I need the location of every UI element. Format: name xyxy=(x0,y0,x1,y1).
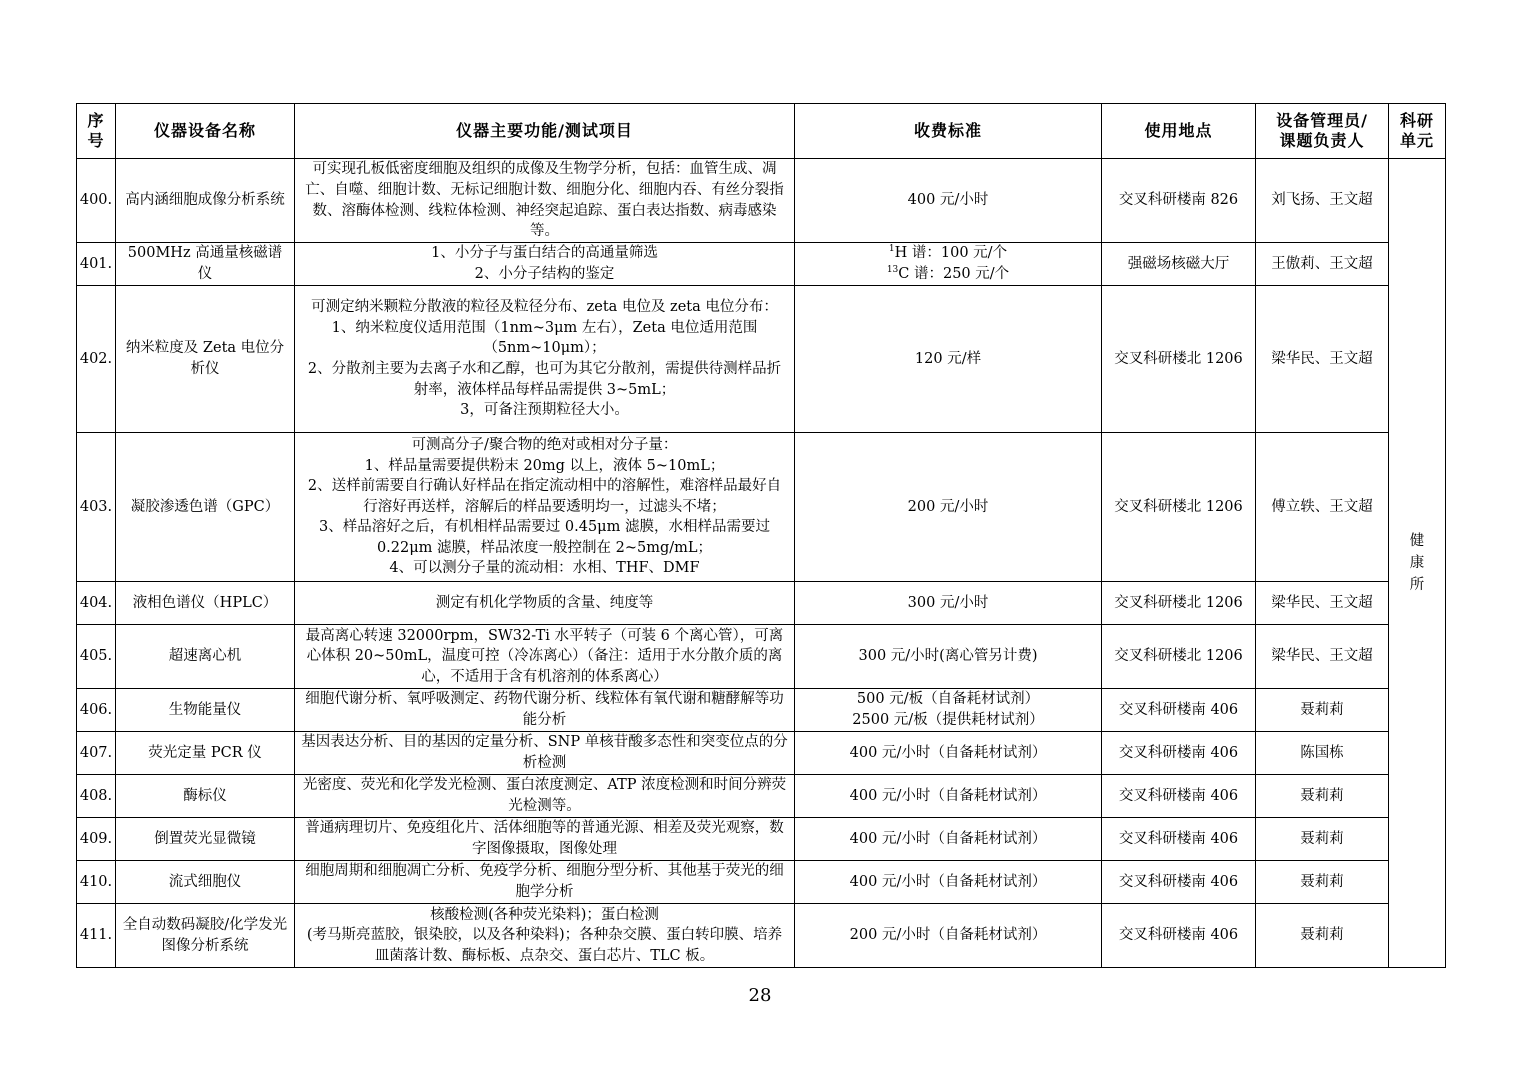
table-row xyxy=(77,582,1446,625)
manager-cell: 傅立轶、王文超 xyxy=(1256,433,1389,582)
function-cell: 最高离心转速 32000rpm，SW32-Ti 水平转子（可装 6 个离心管），可离心体积 20~50mL，温度可控（冷冻离心）（备注：适用于水分散介质的离心，不适用于含有机溶剂的体系离心） xyxy=(295,625,795,689)
header-fee: 收费标准 xyxy=(795,104,1102,159)
function-cell: 可测定纳米颗粒分散液的粒径及粒径分布、zeta 电位及 zeta 电位分布： 1、纳米粒度仪适用范围（1nm~3μm 左右），Zeta 电位适用范围（5nm~10μm）； 2、分散剂主要为去离子水和乙醇，也可为其它分散剂，需提供待测样品折射率，液体样品每样品需提供 3~5mL； 3，可备注预期粒径大小。 xyxy=(295,286,795,433)
manager-cell: 王傲莉、王文超 xyxy=(1256,243,1389,286)
seq-cell: 409. xyxy=(77,818,116,861)
location-cell: 交叉科研楼北 1206 xyxy=(1102,433,1256,582)
header-function: 仪器主要功能/测试项目 xyxy=(295,104,795,159)
seq-cell: 403. xyxy=(77,433,116,582)
manager-cell: 梁华民、王文超 xyxy=(1256,625,1389,689)
location-cell: 交叉科研楼南 406 xyxy=(1102,775,1256,818)
fee-cell: 200 元/小时 xyxy=(795,433,1102,582)
manager-cell: 聂莉莉 xyxy=(1256,775,1389,818)
page-number: 28 xyxy=(748,985,772,1006)
table-row xyxy=(77,689,1446,732)
table-row xyxy=(77,625,1446,689)
seq-cell: 405. xyxy=(77,625,116,689)
manager-cell: 聂莉莉 xyxy=(1256,904,1389,968)
location-cell: 交叉科研楼南 826 xyxy=(1102,159,1256,243)
table-row xyxy=(77,159,1446,243)
location-cell: 交叉科研楼南 406 xyxy=(1102,861,1256,904)
fee-cell: 120 元/样 xyxy=(795,286,1102,433)
function-cell: 核酸检测(各种荧光染料)；蛋白检测 (考马斯亮蓝胶，银染胶，以及各种染料)；各种杂交膜、蛋白转印膜、培养皿菌落计数、酶标板、点杂交、蛋白芯片、TLC 板。 xyxy=(295,904,795,968)
function-cell: 1、小分子与蛋白结合的高通量筛选 2、小分子结构的鉴定 xyxy=(295,243,795,286)
seq-cell: 402. xyxy=(77,286,116,433)
fee-cell: 400 元/小时（自备耗材试剂） xyxy=(795,818,1102,861)
seq-cell: 408. xyxy=(77,775,116,818)
location-cell: 交叉科研楼北 1206 xyxy=(1102,582,1256,625)
name-cell: 凝胶渗透色谱（GPC） xyxy=(116,433,295,582)
isotope-superscript: 13 xyxy=(886,265,899,276)
name-cell: 高内涵细胞成像分析系统 xyxy=(116,159,295,243)
seq-cell: 401. xyxy=(77,243,116,286)
fee-cell: 400 元/小时（自备耗材试剂） xyxy=(795,861,1102,904)
manager-cell: 刘飞扬、王文超 xyxy=(1256,159,1389,243)
name-cell: 生物能量仪 xyxy=(116,689,295,732)
fee-cell: 200 元/小时（自备耗材试剂） xyxy=(795,904,1102,968)
location-cell: 强磁场核磁大厅 xyxy=(1102,243,1256,286)
fee-cell: 300 元/小时 xyxy=(795,582,1102,625)
name-cell: 倒置荧光显微镜 xyxy=(116,818,295,861)
name-cell: 500MHz 高通量核磁谱仪 xyxy=(116,243,295,286)
location-cell: 交叉科研楼南 406 xyxy=(1102,904,1256,968)
location-cell: 交叉科研楼北 1206 xyxy=(1102,625,1256,689)
location-cell: 交叉科研楼南 406 xyxy=(1102,732,1256,775)
research-unit-cell: 健 康 所 xyxy=(1389,159,1446,968)
table-row xyxy=(77,775,1446,818)
table-row xyxy=(77,904,1446,968)
manager-cell: 梁华民、王文超 xyxy=(1256,286,1389,433)
isotope-superscript: 1 xyxy=(888,244,895,255)
table-row xyxy=(77,818,1446,861)
table-row xyxy=(77,732,1446,775)
function-cell: 可测高分子/聚合物的绝对或相对分子量： 1、样品量需要提供粉末 20mg 以上，液体 5~10mL； 2、送样前需要自行确认好样品在指定流动相中的溶解性，难溶样品最好自行溶好再送样，溶解后的样品要透明均一，过滤头不堵； 3、样品溶好之后，有机相样品需要过 0.45μm 滤膜，水相样品需要过 0.22μm 滤膜，样品浓度一般控制在 2~5mg/mL； 4、可以测分子量的流动相：水相、THF、DMF xyxy=(295,433,795,582)
location-cell: 交叉科研楼北 1206 xyxy=(1102,286,1256,433)
seq-cell: 404. xyxy=(77,582,116,625)
header-seq: 序 号 xyxy=(77,104,116,159)
fee-text: C 谱：250 元/个 xyxy=(898,266,1010,282)
function-cell: 细胞周期和细胞凋亡分析、免疫学分析、细胞分型分析、其他基于荧光的细胞学分析 xyxy=(295,861,795,904)
manager-cell: 聂莉莉 xyxy=(1256,861,1389,904)
function-cell: 可实现孔板低密度细胞及组织的成像及生物学分析，包括：血管生成、凋亡、自噬、细胞计数、无标记细胞计数、细胞分化、细胞内吞、有丝分裂指数、溶酶体检测、线粒体检测、神经突起追踪、蛋白表达指数、病毒感染等。 xyxy=(295,159,795,243)
seq-cell: 400. xyxy=(77,159,116,243)
manager-cell: 聂莉莉 xyxy=(1256,818,1389,861)
table-row xyxy=(77,861,1446,904)
manager-cell: 梁华民、王文超 xyxy=(1256,582,1389,625)
location-cell: 交叉科研楼南 406 xyxy=(1102,818,1256,861)
function-cell: 细胞代谢分析、氧呼吸测定、药物代谢分析、线粒体有氧代谢和糖酵解等功能分析 xyxy=(295,689,795,732)
seq-cell: 406. xyxy=(77,689,116,732)
seq-cell: 410. xyxy=(77,861,116,904)
function-cell: 普通病理切片、免疫组化片、活体细胞等的普通光源、相差及荧光观察，数字图像摄取，图像处理 xyxy=(295,818,795,861)
function-cell: 光密度、荧光和化学发光检测、蛋白浓度测定、ATP 浓度检测和时间分辨荧光检测等。 xyxy=(295,775,795,818)
function-cell: 基因表达分析、目的基因的定量分析、SNP 单核苷酸多态性和突变位点的分析检测 xyxy=(295,732,795,775)
table-row xyxy=(77,243,1446,286)
header-manager: 设备管理员/ 课题负责人 xyxy=(1256,104,1389,159)
name-cell: 荧光定量 PCR 仪 xyxy=(116,732,295,775)
fee-text: H 谱：100 元/个 xyxy=(894,245,1008,262)
manager-cell: 聂莉莉 xyxy=(1256,689,1389,732)
fee-cell xyxy=(795,243,1102,286)
seq-cell: 407. xyxy=(77,732,116,775)
fee-cell: 300 元/小时(离心管另计费) xyxy=(795,625,1102,689)
table-row xyxy=(77,286,1446,433)
header-row xyxy=(77,104,1446,159)
fee-line-c xyxy=(801,264,1095,285)
fee-cell: 400 元/小时 xyxy=(795,159,1102,243)
location-cell: 交叉科研楼南 406 xyxy=(1102,689,1256,732)
fee-cell: 400 元/小时（自备耗材试剂） xyxy=(795,775,1102,818)
name-cell: 全自动数码凝胶/化学发光图像分析系统 xyxy=(116,904,295,968)
seq-cell: 411. xyxy=(77,904,116,968)
name-cell: 酶标仪 xyxy=(116,775,295,818)
name-cell: 液相色谱仪（HPLC） xyxy=(116,582,295,625)
name-cell: 超速离心机 xyxy=(116,625,295,689)
name-cell: 纳米粒度及 Zeta 电位分析仪 xyxy=(116,286,295,433)
fee-line-h xyxy=(801,243,1095,264)
name-cell: 流式细胞仪 xyxy=(116,861,295,904)
header-location: 使用地点 xyxy=(1102,104,1256,159)
function-cell: 测定有机化学物质的含量、纯度等 xyxy=(295,582,795,625)
header-unit: 科研 单元 xyxy=(1389,104,1446,159)
equipment-table xyxy=(76,103,1446,968)
table-row xyxy=(77,433,1446,582)
fee-cell: 400 元/小时（自备耗材试剂） xyxy=(795,732,1102,775)
fee-cell: 500 元/板（自备耗材试剂） 2500 元/板（提供耗材试剂） xyxy=(795,689,1102,732)
header-name: 仪器设备名称 xyxy=(116,104,295,159)
manager-cell: 陈国栋 xyxy=(1256,732,1389,775)
